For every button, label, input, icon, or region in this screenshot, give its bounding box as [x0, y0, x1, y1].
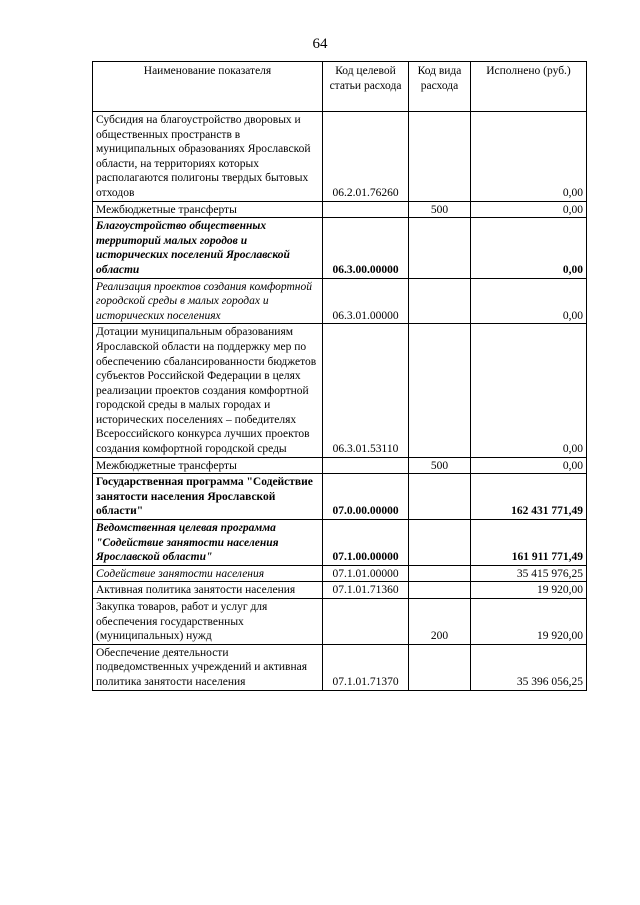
table-row: [93, 112, 587, 202]
row-amount: 161 911 771,49: [471, 520, 587, 566]
table-row: [93, 278, 587, 324]
row-amount: 0,00: [471, 457, 587, 474]
row-kind: [409, 278, 471, 324]
row-kind: 500: [409, 457, 471, 474]
row-kind: [409, 218, 471, 278]
row-kind: [409, 474, 471, 520]
table-header-row: [93, 62, 587, 112]
row-amount: 0,00: [471, 278, 587, 324]
row-amount: 0,00: [471, 218, 587, 278]
row-name: Межбюджетные трансферты: [93, 457, 323, 474]
table-row: [93, 599, 587, 645]
row-kind: [409, 644, 471, 690]
header-name: Наименование показателя: [93, 62, 323, 112]
row-kind: [409, 582, 471, 599]
row-name: Обеспечение деятельности подведомственных учреждений и активная политика занятости населения: [93, 644, 323, 690]
row-code: 06.3.00.00000: [323, 218, 409, 278]
row-name: Дотации муниципальным образованиям Ярославской области на поддержку мер по обеспечению сбалансированности бюджетов субъектов Российской Федерации в целях реализации проектов создания комфортной городской среды в малых городах и исторических поселениях – победителях Всероссийского конкурса лучших проектов создания комфортной городской среды: [93, 324, 323, 457]
row-code: 07.1.00.00000: [323, 520, 409, 566]
row-name: Субсидия на благоустройство дворовых и общественных пространств в муниципальных образованиях Ярославской области, на территориях которых располагаются полигоны твердых бытовых отходов: [93, 112, 323, 202]
table-row: [93, 457, 587, 474]
row-name: Ведомственная целевая программа "Содействие занятости населения Ярославской области": [93, 520, 323, 566]
row-name: Активная политика занятости населения: [93, 582, 323, 599]
row-amount: 35 396 056,25: [471, 644, 587, 690]
row-code: 07.1.01.00000: [323, 565, 409, 582]
table-row: [93, 218, 587, 278]
row-kind: [409, 565, 471, 582]
row-kind: [409, 324, 471, 457]
table-row: [93, 644, 587, 690]
row-amount: 162 431 771,49: [471, 474, 587, 520]
row-code: 07.1.01.71370: [323, 644, 409, 690]
row-amount: 0,00: [471, 201, 587, 218]
row-amount: 19 920,00: [471, 582, 587, 599]
table-row: [93, 324, 587, 457]
header-kind: Код вида расхода: [409, 62, 471, 112]
row-kind: [409, 112, 471, 202]
row-code: 07.1.01.71360: [323, 582, 409, 599]
row-code: 07.0.00.00000: [323, 474, 409, 520]
page-number: 64: [312, 36, 328, 52]
row-kind: [409, 520, 471, 566]
row-kind: 500: [409, 201, 471, 218]
table-row: [93, 565, 587, 582]
row-code: 06.2.01.76260: [323, 112, 409, 202]
row-name: Реализация проектов создания комфортной городской среды в малых городах и исторических поселениях: [93, 278, 323, 324]
table-row: [93, 201, 587, 218]
row-name: Межбюджетные трансферты: [93, 201, 323, 218]
table-row: [93, 520, 587, 566]
row-kind: 200: [409, 599, 471, 645]
row-code: [323, 599, 409, 645]
row-name: Закупка товаров, работ и услуг для обеспечения государственных (муниципальных) нужд: [93, 599, 323, 645]
row-code: [323, 457, 409, 474]
row-amount: 35 415 976,25: [471, 565, 587, 582]
row-amount: 0,00: [471, 112, 587, 202]
row-code: 06.3.01.53110: [323, 324, 409, 457]
header-amount: Исполнено (руб.): [471, 62, 587, 112]
table-row: [93, 474, 587, 520]
row-code: [323, 201, 409, 218]
row-code: 06.3.01.00000: [323, 278, 409, 324]
row-amount: 19 920,00: [471, 599, 587, 645]
budget-table: [92, 61, 587, 691]
table-row: [93, 582, 587, 599]
row-amount: 0,00: [471, 324, 587, 457]
row-name: Содействие занятости населения: [93, 565, 323, 582]
header-code: Код целевой статьи расхода: [323, 62, 409, 112]
row-name: Благоустройство общественных территорий малых городов и исторических поселений Ярославской области: [93, 218, 323, 278]
row-name: Государственная программа "Содействие занятости населения Ярославской области": [93, 474, 323, 520]
